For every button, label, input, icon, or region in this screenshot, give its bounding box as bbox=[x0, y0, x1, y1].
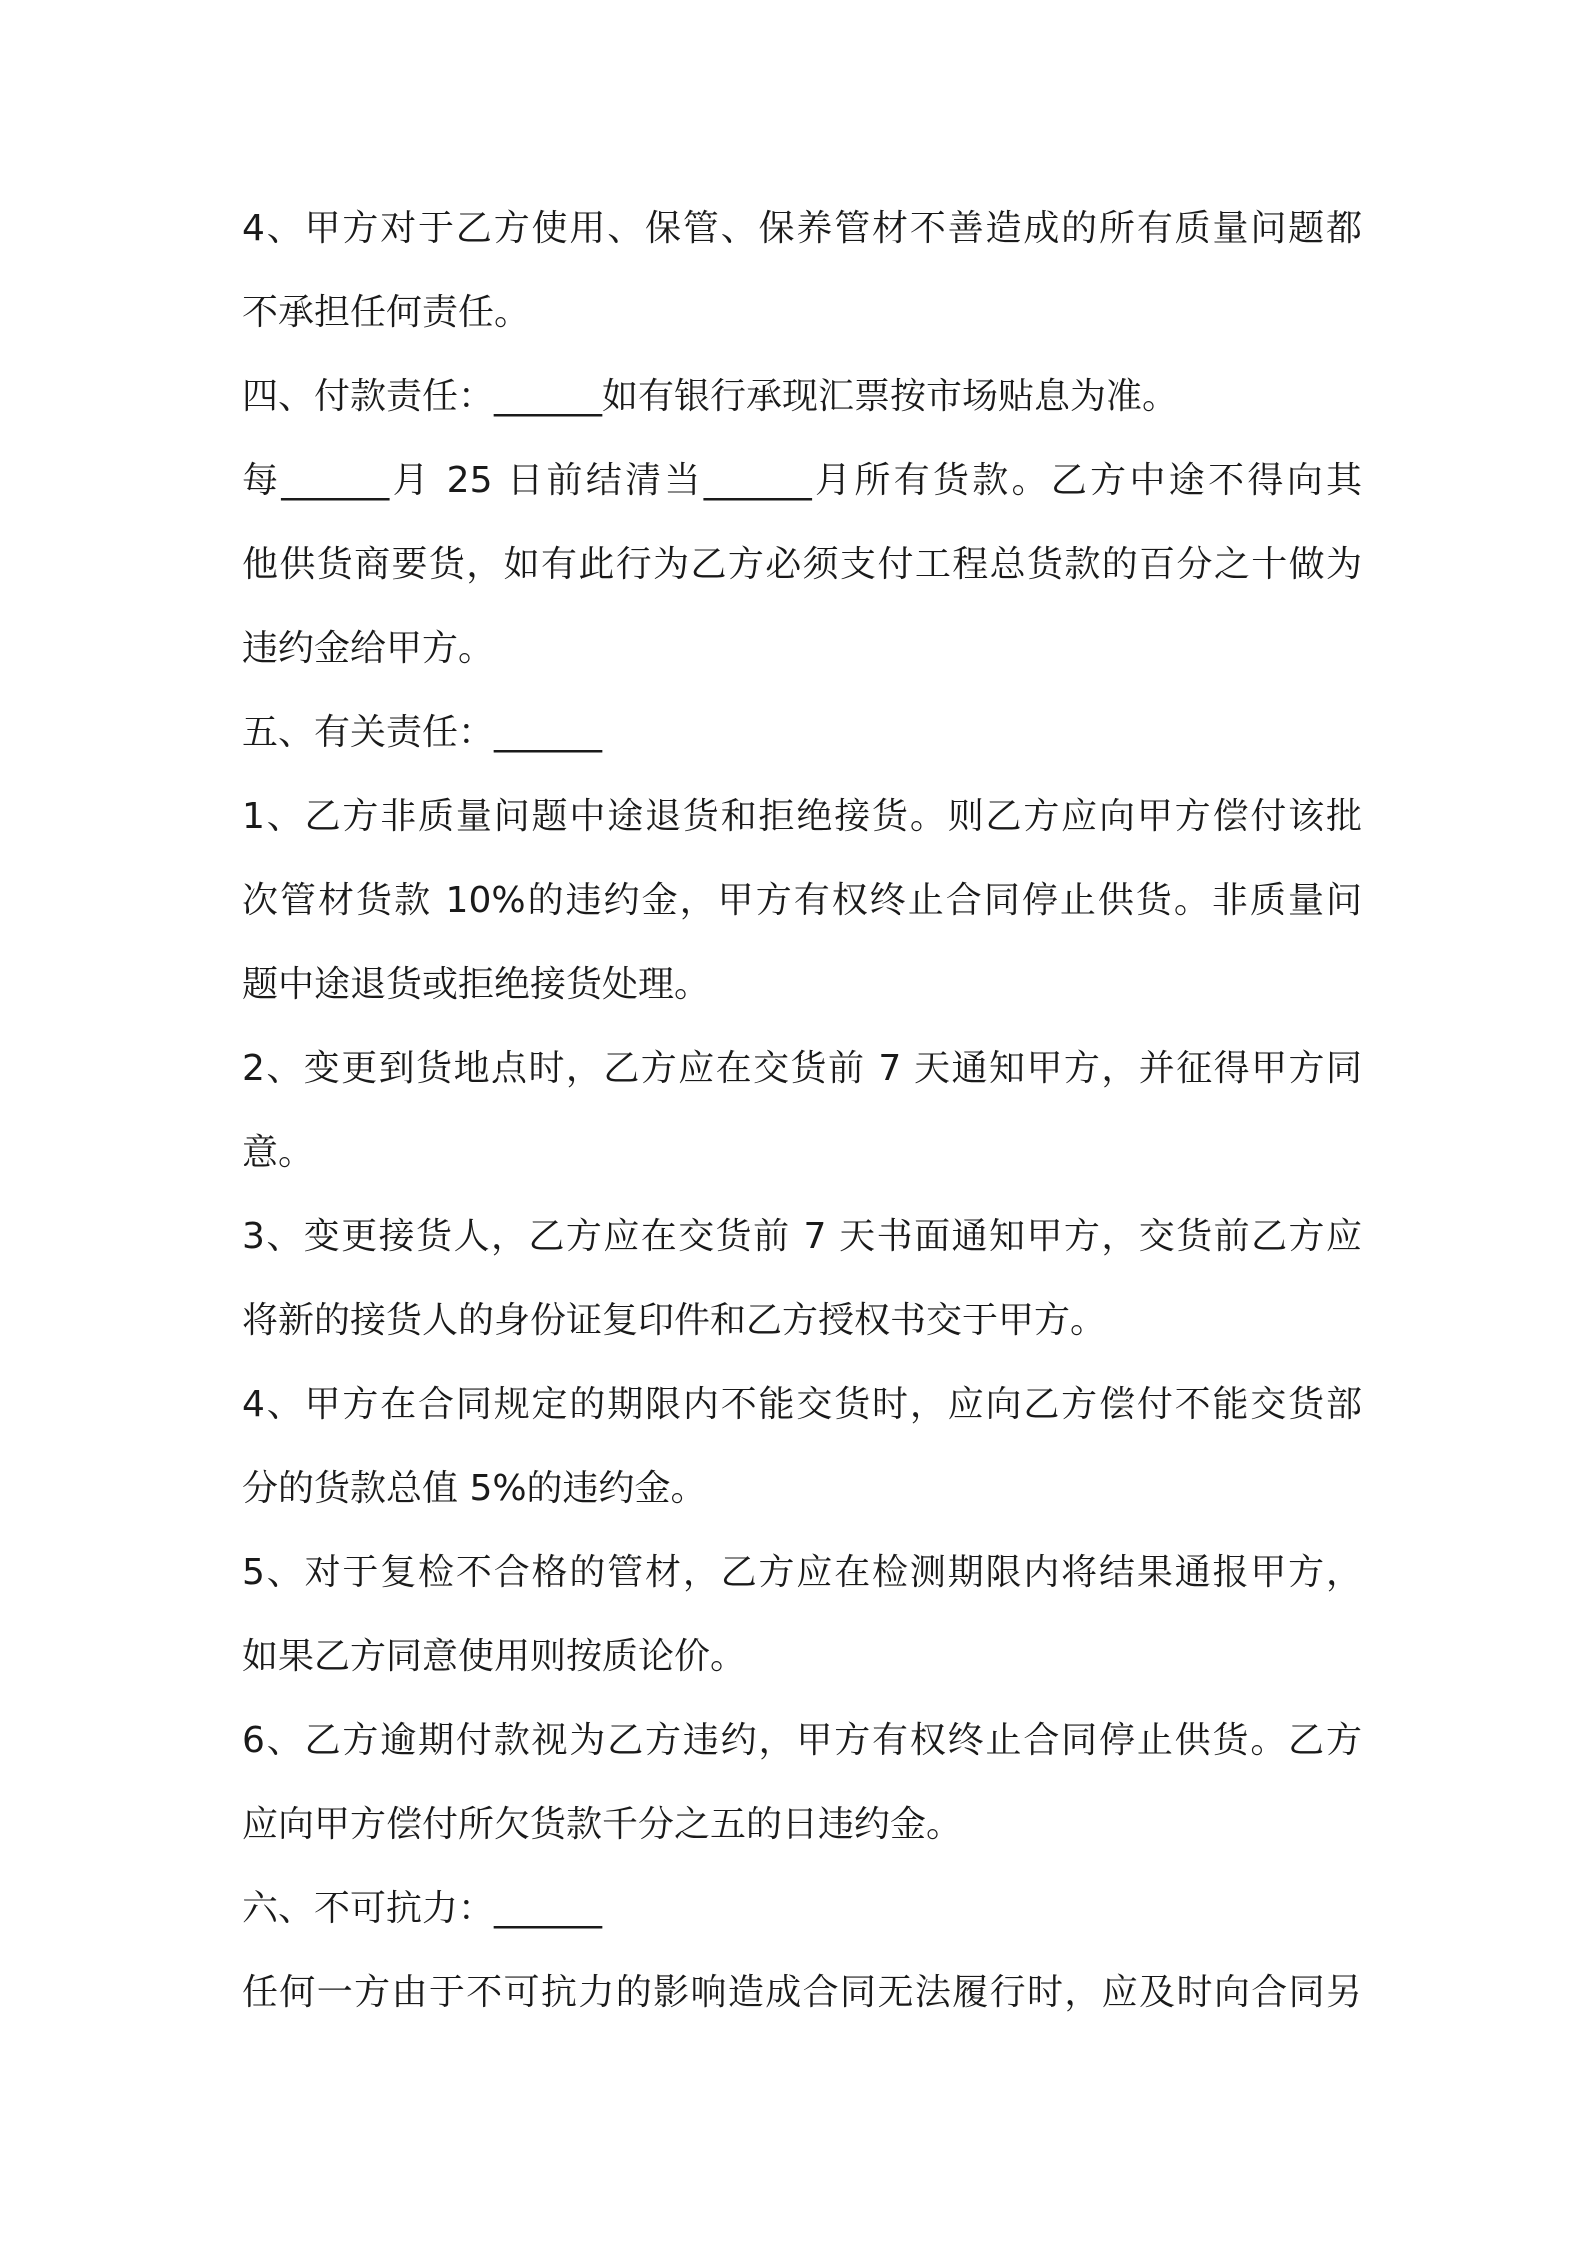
text-line: 应向甲方偿付所欠货款千分之五的日违约金。 bbox=[242, 1804, 963, 1845]
text-line: 四、付款责任：______如有银行承现汇票按市场贴息为准。 bbox=[242, 376, 1179, 417]
text-line: 6、乙方逾期付款视为乙方违约，甲方有权终止合同停止供货。乙方 bbox=[242, 1720, 1362, 1761]
text-line: 3、变更接货人，乙方应在交货前 7 天书面通知甲方，交货前乙方应 bbox=[242, 1216, 1362, 1257]
text-line: 五、有关责任：______ bbox=[242, 712, 603, 753]
text-line: 次管材货款 10%的违约金，甲方有权终止合同停止供货。非质量问 bbox=[242, 880, 1362, 921]
text-line: 1、乙方非质量问题中途退货和拒绝接货。则乙方应向甲方偿付该批 bbox=[242, 796, 1362, 837]
text-line: 任何一方由于不可抗力的影响造成合同无法履行时，应及时向合同另 bbox=[242, 1972, 1362, 2013]
text-line: 意。 bbox=[242, 1132, 315, 1173]
text-line: 4、甲方对于乙方使用、保管、保养管材不善造成的所有质量问题都 bbox=[242, 208, 1362, 249]
text-line: 2、变更到货地点时，乙方应在交货前 7 天通知甲方，并征得甲方同 bbox=[242, 1048, 1362, 1089]
text-line: 不承担任何责任。 bbox=[242, 292, 531, 333]
text-line: 4、甲方在合同规定的期限内不能交货时，应向乙方偿付不能交货部 bbox=[242, 1384, 1362, 1425]
text-line: 题中途退货或拒绝接货处理。 bbox=[242, 964, 711, 1005]
text-line: 如果乙方同意使用则按质论价。 bbox=[242, 1636, 747, 1677]
text-line: 他供货商要货，如有此行为乙方必须支付工程总货款的百分之十做为 bbox=[242, 544, 1362, 585]
text-line: 每______月 25 日前结清当______月所有货款。乙方中途不得向其 bbox=[242, 460, 1362, 501]
text-line: 将新的接货人的身份证复印件和乙方授权书交于甲方。 bbox=[242, 1300, 1107, 1341]
text-line: 六、不可抗力：______ bbox=[242, 1888, 603, 1929]
text-line: 分的货款总值 5%的违约金。 bbox=[242, 1468, 707, 1509]
text-line: 违约金给甲方。 bbox=[242, 628, 495, 669]
text-line: 5、对于复检不合格的管材，乙方应在检测期限内将结果通报甲方， bbox=[242, 1552, 1362, 1593]
